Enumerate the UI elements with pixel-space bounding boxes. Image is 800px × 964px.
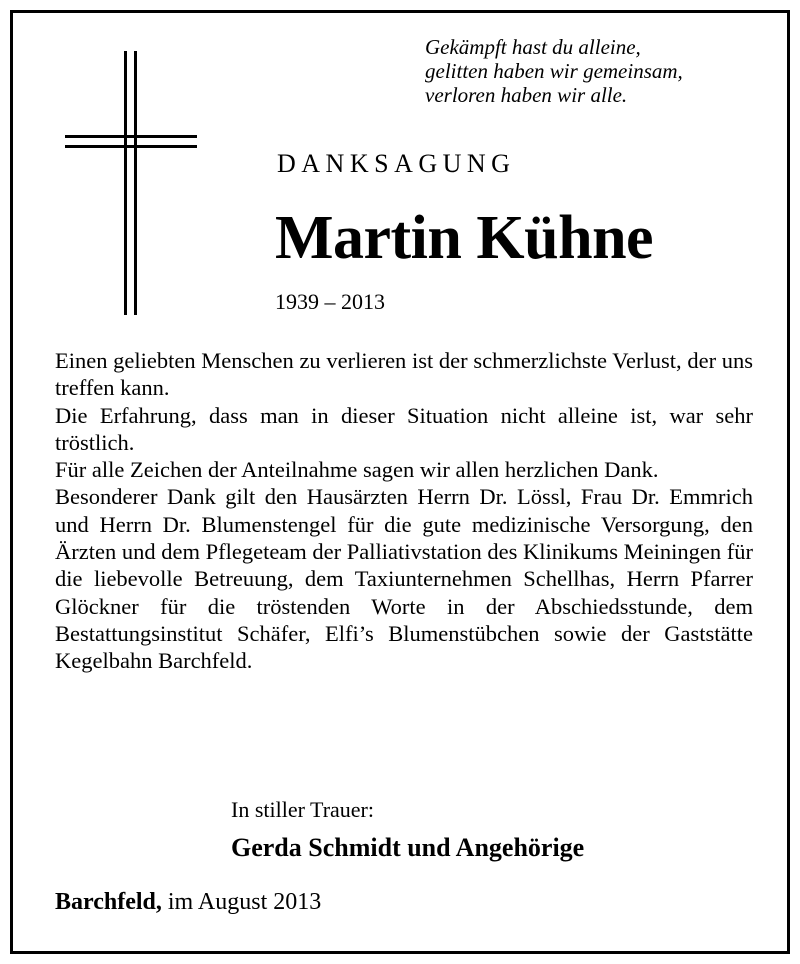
cross-icon [65,51,205,315]
paragraph: Die Erfahrung, dass man in dieser Situation nicht alleine ist, war sehr tröstlich. [55,402,753,455]
thank-you-text [55,347,753,675]
paragraph: Einen geliebten Menschen zu verlieren ist der schmerzlichste Verlust, der uns treffen kann. [55,348,753,401]
paragraph: Besonderer Dank gilt den Hausärzten Herrn Dr. Lössl, Frau Dr. Emmrich und Herrn Dr. Blumenstengel für die gute medizinische Versorgung, den Ärzten und dem Pflegeteam der Palliativstation des Klinikums Meiningen für die liebevolle Betreuung, dem Taxiunternehmen Schellhas, Herrn Pfarrer Glöckner für die tröstenden Worte in der Abschiedsstunde, dem Bestattungsinstitut Schäfer, Elfi’s Blumenstübchen sowie der Gaststätte Kegelbahn Barchfeld. [55,484,753,674]
notice-label: DANKSAGUNG [277,149,516,178]
quote-line: verloren haben wir alle. [425,83,628,107]
deceased-name: Martin Kühne [275,204,654,272]
quote [425,35,765,107]
mourners-names: Gerda Schmidt und Angehörige [231,833,585,862]
date: im August 2013 [167,889,322,915]
paragraph: Für alle Zeichen der Anteilnahme sagen wir allen herzlichen Dank. [55,457,659,483]
quote-line: gelitten haben wir gemeinsam, [425,59,683,83]
life-years: 1939 – 2013 [275,289,385,314]
obituary-notice [10,10,790,954]
mourning-phrase: In stiller Trauer: [231,797,374,822]
quote-line: Gekämpft hast du alleine, [425,35,641,59]
place: Barchfeld, [55,889,162,915]
place-date [55,889,321,916]
